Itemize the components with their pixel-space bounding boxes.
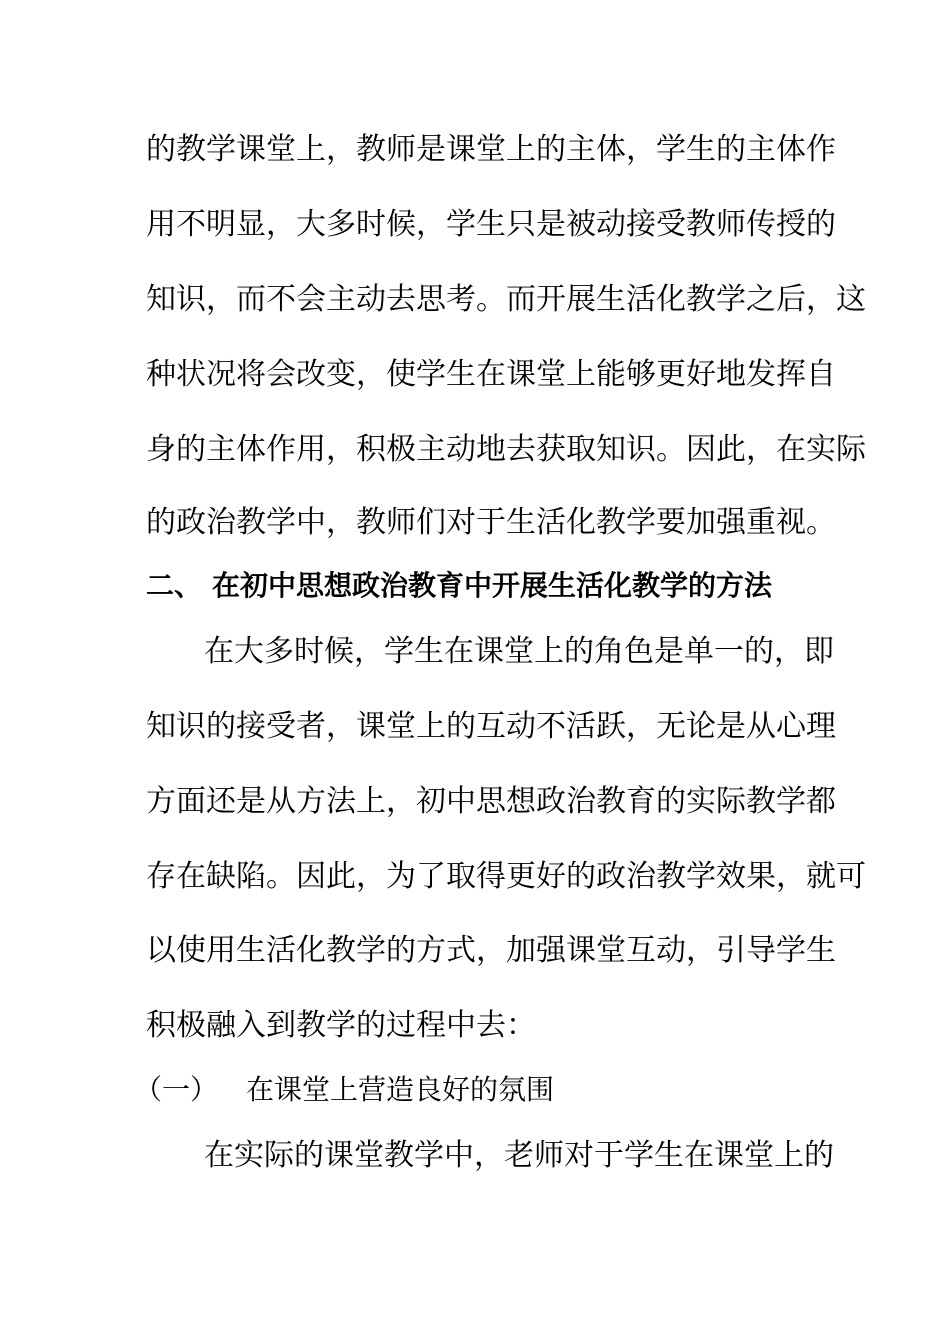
section-heading xyxy=(146,566,816,606)
paragraph-line: 在实际的课堂教学中，老师对于学生在课堂上的 xyxy=(204,1138,834,1173)
paragraph-line: 种状况将会改变，使学生在课堂上能够更好地发挥自 xyxy=(146,357,836,392)
paragraph-line: 存在缺陷。因此，为了取得更好的政治教学效果，就可 xyxy=(146,859,866,894)
section-title: 在初中思想政治教育中开展生活化教学的方法 xyxy=(212,569,773,602)
paragraph-line: 知识，而不会主动去思考。而开展生活化教学之后，这 xyxy=(146,282,866,317)
paragraph-line: 在大多时候，学生在课堂上的角色是单一的，即 xyxy=(204,634,834,669)
subsection-heading xyxy=(134,1070,804,1110)
section-number: 二、 xyxy=(146,569,203,602)
paragraph-line: 用不明显，大多时候，学生只是被动接受教师传授的 xyxy=(146,207,836,242)
subsection-number: （一） xyxy=(134,1073,219,1106)
paragraph-line: 的政治教学中，教师们对于生活化教学要加强重视。 xyxy=(146,505,836,540)
paragraph-line: 的教学课堂上，教师是课堂上的主体，学生的主体作 xyxy=(146,132,836,167)
paragraph-line: 积极融入到教学的过程中去： xyxy=(146,1008,536,1043)
subsection-title: 在课堂上营造良好的氛围 xyxy=(246,1073,555,1106)
paragraph-line: 以使用生活化教学的方式，加强课堂互动，引导学生 xyxy=(146,933,836,968)
paragraph-line: 方面还是从方法上，初中思想政治教育的实际教学都 xyxy=(146,784,836,819)
paragraph-line: 身的主体作用，积极主动地去获取知识。因此，在实际 xyxy=(146,432,866,467)
paragraph-line: 知识的接受者，课堂上的互动不活跃，无论是从心理 xyxy=(146,709,836,744)
